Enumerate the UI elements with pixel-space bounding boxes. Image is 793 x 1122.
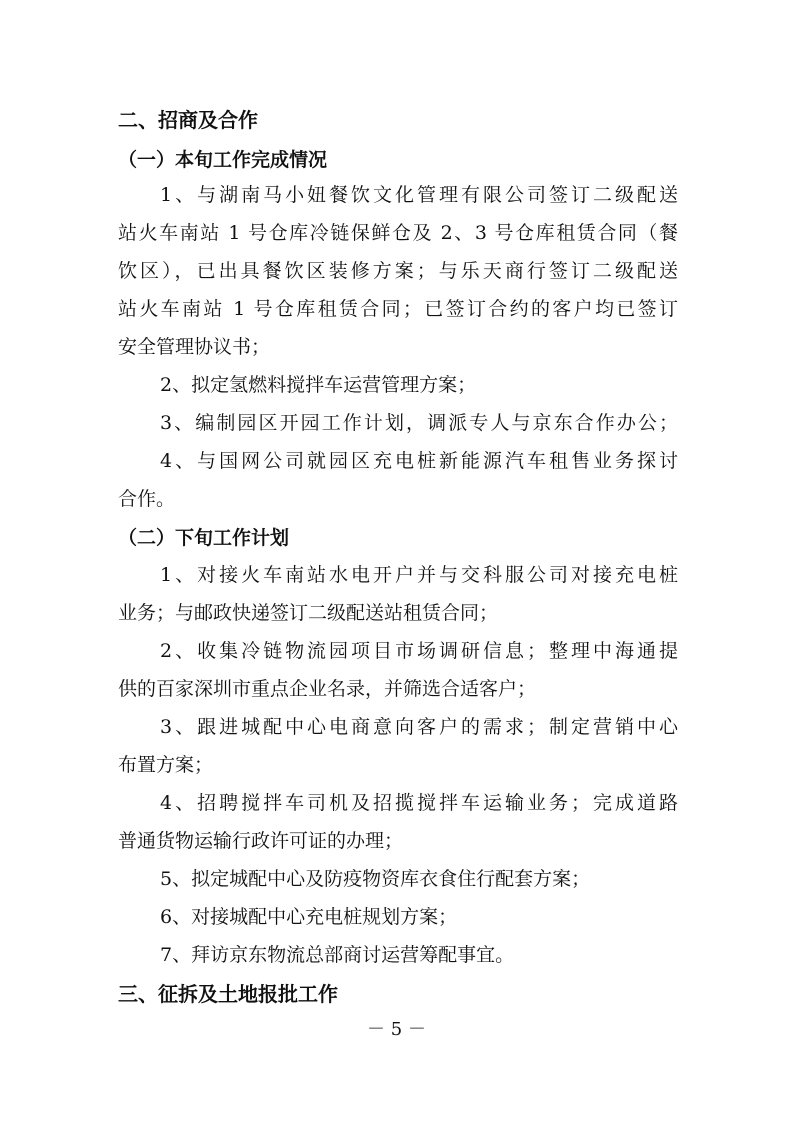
section-heading-investment-cooperation: 二、招商及合作	[118, 108, 258, 132]
paragraph-line: 安全管理协议书；	[118, 336, 271, 358]
paragraph-line: 2、拟定氢燃料搅拌车运营管理方案；	[160, 374, 477, 396]
paragraph-line: 4、与国网公司就园区充电桩新能源汽车租售业务探讨	[160, 450, 678, 472]
paragraph-line: 6、对接城配中心充电桩规划方案；	[160, 906, 458, 928]
paragraph-line: 布置方案；	[118, 754, 214, 776]
section-heading-land-acquisition: 三、征拆及土地报批工作	[118, 982, 338, 1006]
paragraph-line: 饮区），已出具餐饮区装修方案；与乐天商行签订二级配送	[118, 260, 678, 282]
paragraph-line: 供的百家深圳市重点企业名录，并筛选合适客户；	[118, 678, 537, 700]
paragraph-line: 普通货物运输行政许可证的办理；	[118, 830, 404, 852]
paragraph-line: 1、对接火车南站水电开户并与交科服公司对接充电桩	[160, 564, 678, 586]
paragraph-line: 站火车南站 1 号仓库冷链保鲜仓及 2、3 号仓库租赁合同（餐	[118, 222, 678, 244]
subheading-next-period-plan: （二）下旬工作计划	[118, 527, 290, 549]
paragraph-line: 站火车南站 1 号仓库租赁合同；已签订合约的客户均已签订	[118, 298, 678, 320]
paragraph-line: 4、招聘搅拌车司机及招揽搅拌车运输业务；完成道路	[160, 792, 678, 814]
paragraph-line: 业务；与邮政快递签订二级配送站租赁合同；	[118, 602, 499, 624]
paragraph-line: 3、编制园区开园工作计划，调派专人与京东合作办公；	[160, 412, 678, 434]
paragraph-line: 2、收集冷链物流园项目市场调研信息；整理中海通提	[160, 640, 678, 662]
paragraph-line: 3、跟进城配中心电商意向客户的需求；制定营销中心	[160, 716, 678, 738]
subheading-current-period-completion: （一）本旬工作完成情况	[118, 149, 328, 171]
page-number: － 5 －	[367, 1019, 426, 1040]
paragraph-line: 5、拟定城配中心及防疫物资库衣食住行配套方案；	[160, 868, 591, 890]
paragraph-line: 7、拜访京东物流总部商讨运营筹配事宜。	[160, 944, 515, 966]
paragraph-line: 合作。	[118, 488, 176, 510]
paragraph-line: 1、与湖南马小妞餐饮文化管理有限公司签订二级配送	[160, 184, 678, 206]
